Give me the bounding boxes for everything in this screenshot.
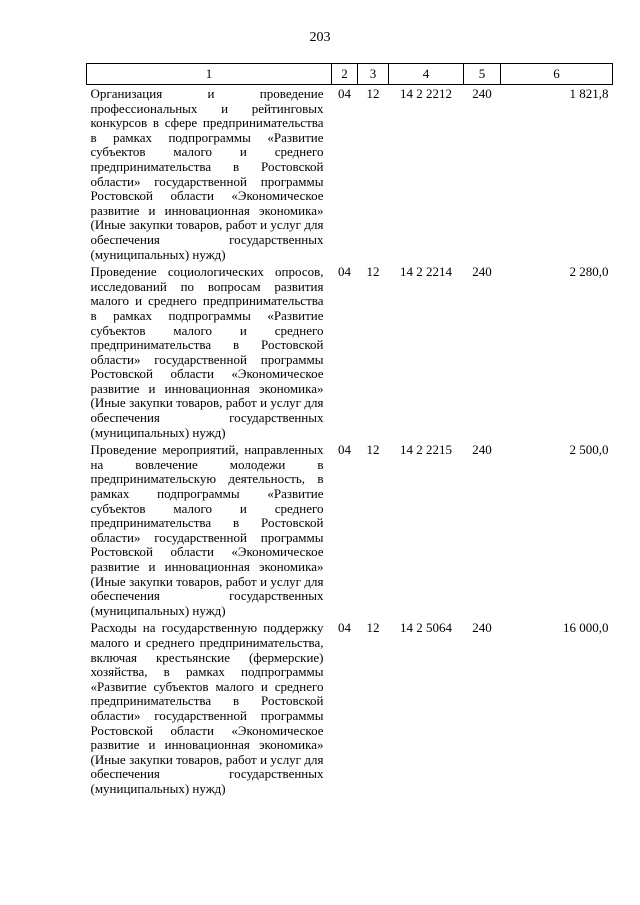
row-description: Проведение социологических опросов, исследований по вопросам развития малого и среднего предпринимательства в рамках подпрограммы «Развитие субъектов малого и среднего предпринимательства в Ростовской области» государственной программы Ростовской области «Экономическое развитие и инновационная экономика» (Иные закупки товаров, работ и услуг для обеспечения государственных (муниципальных) нужд) — [90, 264, 324, 440]
row-amount: 2 500,0 — [569, 442, 609, 458]
header-row — [87, 64, 613, 85]
table-row — [87, 263, 613, 441]
table-row — [87, 441, 613, 619]
row-subsection: 12 — [366, 86, 380, 101]
row-description: Расходы на государственную поддержку малого и среднего предпринимательства, включая крестьянские (фермерские) хозяйства, в рамках подпрограммы «Развитие субъектов малого и среднего предпринимательства в Ростовской области» государственной программы Ростовской области «Экономическое развитие и инновационная экономика» (Иные закупки товаров, работ и услуг для обеспечения государственных (муниципальных) нужд) — [90, 620, 324, 796]
row-amount: 2 280,0 — [569, 264, 609, 280]
table-row — [87, 85, 613, 264]
table-row — [87, 619, 613, 797]
row-subsection: 12 — [366, 620, 380, 636]
row-amount: 1 821,8 — [569, 86, 609, 101]
row-expense-type: 240 — [472, 442, 492, 458]
column-header-3: 3 — [358, 64, 389, 85]
column-header-5: 5 — [464, 64, 501, 85]
column-header-6: 6 — [501, 64, 613, 85]
row-amount: 16 000,0 — [563, 620, 609, 636]
row-subsection: 12 — [366, 264, 380, 280]
row-expense-type: 240 — [472, 264, 492, 280]
row-target-article: 14 2 5064 — [400, 620, 452, 636]
column-header-1: 1 — [87, 64, 332, 85]
row-target-article: 14 2 2215 — [400, 442, 452, 458]
budget-table — [86, 63, 613, 798]
row-section: 04 — [338, 86, 351, 101]
column-header-2: 2 — [332, 64, 358, 85]
row-description: Организация и проведение профессиональных и рейтинговых конкурсов в сфере предпринимательства в рамках подпрограммы «Развитие субъектов малого и среднего предпринимательства в Ростовской области» государственной программы Ростовской области «Экономическое развитие и инновационная экономика» (Иные закупки товаров, работ и услуг для обеспечения государственных (муниципальных) нужд) — [90, 86, 324, 262]
column-header-4: 4 — [389, 64, 464, 85]
row-description: Проведение мероприятий, направленных на вовлечение молодежи в предпринимательскую деятельность, в рамках подпрограммы «Развитие субъектов малого и среднего предпринимательства в Ростовской области» государственной программы Ростовской области «Экономическое развитие и инновационная экономика» (Иные закупки товаров, работ и услуг для обеспечения государственных (муниципальных) нужд) — [90, 442, 324, 618]
page-number: 203 — [309, 30, 331, 45]
row-subsection: 12 — [366, 442, 380, 458]
row-expense-type: 240 — [472, 620, 492, 636]
row-target-article: 14 2 2212 — [400, 86, 452, 101]
row-target-article: 14 2 2214 — [400, 264, 452, 280]
row-section: 04 — [338, 442, 351, 458]
row-section: 04 — [338, 264, 351, 280]
row-section: 04 — [338, 620, 351, 636]
row-expense-type: 240 — [472, 86, 492, 101]
